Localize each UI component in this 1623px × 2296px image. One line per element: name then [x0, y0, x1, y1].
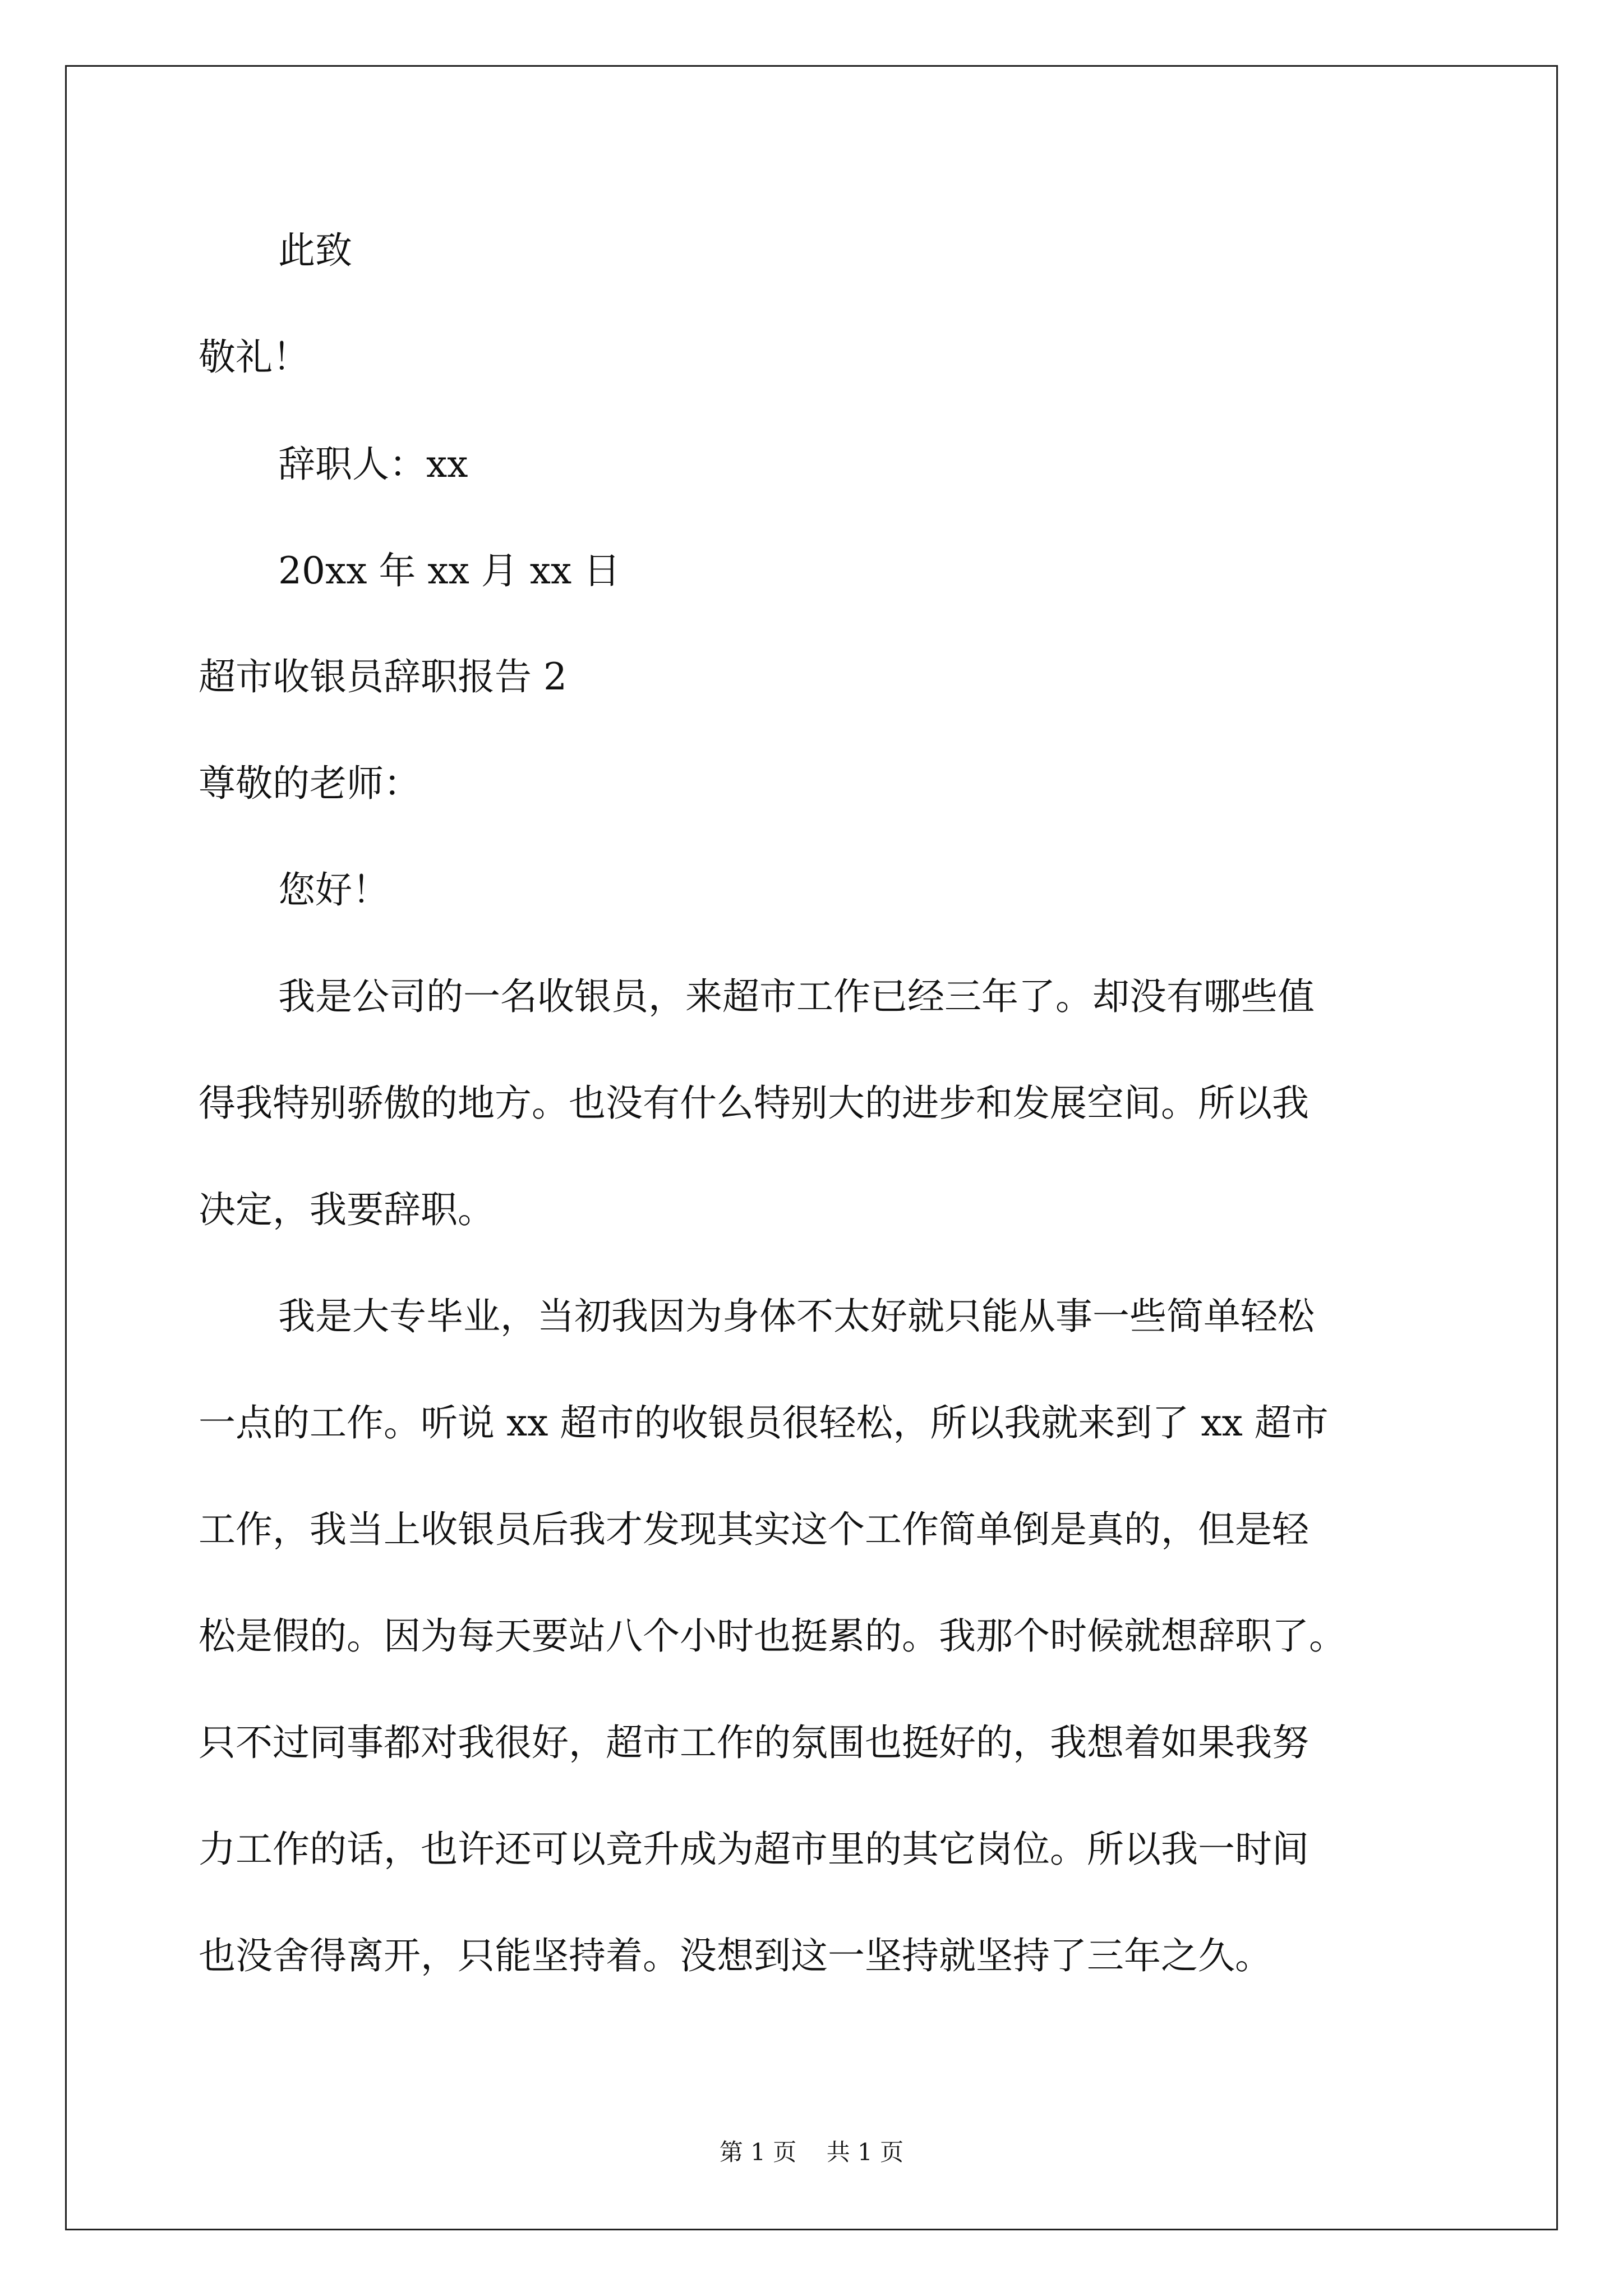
section-title: 超市收银员辞职报告 2: [199, 655, 567, 698]
body-line: 力工作的话，也许还可以竞升成为超市里的其它岗位。所以我一时间: [199, 1828, 1309, 1871]
date-line: 20xx 年 xx 月 xx 日: [278, 549, 621, 592]
body-line: 也没舍得离开，只能坚持着。没想到这一坚持就坚持了三年之久。: [199, 1934, 1272, 1977]
closing-salutation: 此致: [278, 229, 352, 272]
body-line: 工作，我当上收银员后我才发现其实这个工作简单倒是真的，但是轻: [199, 1508, 1309, 1551]
greeting-line: 您好！: [278, 868, 389, 912]
closing-regards: 敬礼！: [199, 335, 310, 379]
page-number-footer: 第 1 页 共 1 页: [719, 2138, 904, 2166]
body-line: 松是假的。因为每天要站八个小时也挺累的。我那个时候就想辞职了。: [199, 1614, 1346, 1658]
body-line: 我是公司的一名收银员，来超市工作已经三年了。却没有哪些值: [278, 975, 1315, 1018]
addressee-line: 尊敬的老师：: [199, 762, 421, 805]
signer-line: 辞职人：xx: [278, 443, 468, 486]
page-border: [65, 65, 1558, 2230]
body-line: 只不过同事都对我很好，超市工作的氛围也挺好的，我想着如果我努: [199, 1721, 1309, 1764]
body-line: 一点的工作。听说 xx 超市的收银员很轻松，所以我就来到了 xx 超市: [199, 1401, 1329, 1444]
body-line: 决定，我要辞职。: [199, 1188, 495, 1231]
body-line: 我是大专毕业，当初我因为身体不太好就只能从事一些简单轻松: [278, 1295, 1315, 1338]
body-line: 得我特别骄傲的地方。也没有什么特别大的进步和发展空间。所以我: [199, 1082, 1309, 1125]
